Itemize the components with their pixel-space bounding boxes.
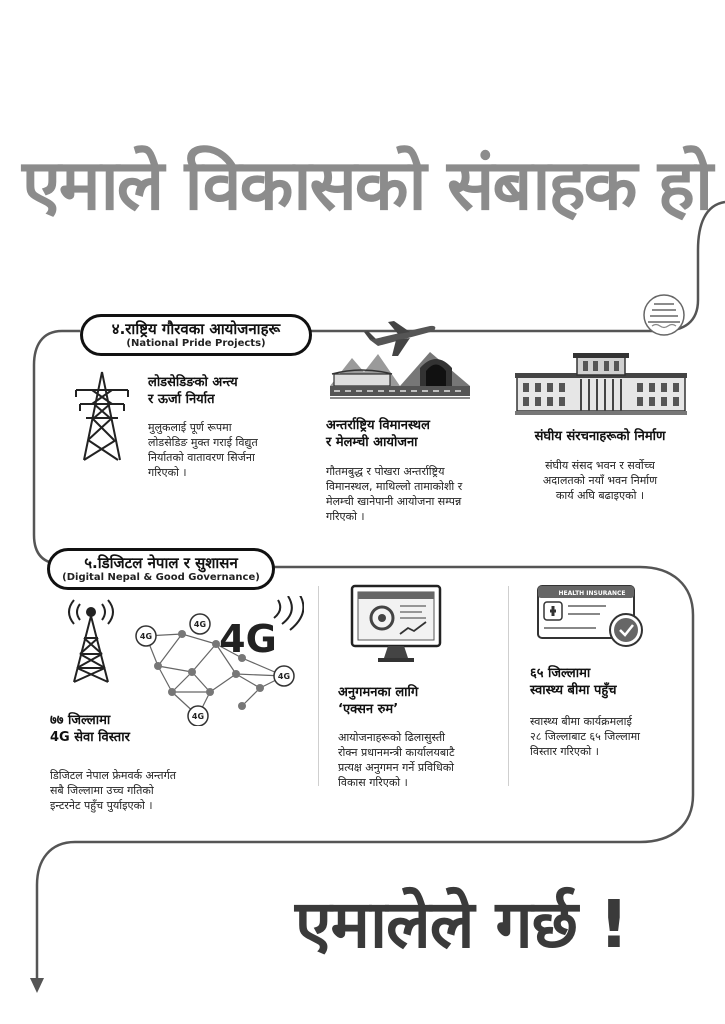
section2-subtitle: (Digital Nepal & Good Governance) bbox=[62, 572, 260, 583]
digital-item3-title: ६५ जिल्लामा स्वास्थ्य बीमा पहुँच bbox=[530, 666, 617, 698]
section1-subtitle: (National Pride Projects) bbox=[126, 338, 266, 349]
digital-item3-body: स्वास्थ्य बीमा कार्यक्रमलाई २८ जिल्लाबाट ६५ जिल्लामा विस्तार गरिएको । bbox=[530, 715, 641, 758]
network-node-label: 4G bbox=[193, 620, 207, 629]
section1-title-pill bbox=[80, 314, 312, 356]
cell-tower-icon bbox=[60, 596, 122, 684]
parliament-building-icon bbox=[515, 351, 687, 415]
pride-item2-body: गौतमबुद्ध र पोखरा अन्तर्राष्ट्रिय विमानस्थल, माथिल्लो तामाकोशी र मेलम्ची खानेपानी आयोजना सम्पन्न गरिएको । bbox=[326, 465, 463, 523]
network-node-label: 4G bbox=[191, 712, 205, 721]
monitor-dashboard-icon bbox=[350, 584, 442, 664]
pride-item1-body: मुलुकलाई पूर्ण रूपमा लोडसेडिङ मुक्त गराई विद्युत निर्यातको वातावरण सिर्जना गरिएको । bbox=[148, 421, 258, 479]
network-node-label: 4G bbox=[277, 672, 291, 681]
digital-item2-body: आयोजनाहरूको ढिलासुस्ती रोक्न प्रधानमन्त्री कार्यालयबाटै प्रत्यक्ष अनुगमन गर्ने प्रविधिको विकास गरिएको । bbox=[338, 731, 455, 789]
digital-item1-body: डिजिटल नेपाल फ्रेमवर्क अन्तर्गत सबै जिल्लामा उच्च गतिको इन्टरनेट पहुँच पुर्याइएको । bbox=[50, 769, 177, 812]
digital-item1-title: ७७ जिल्लामा 4G सेवा विस्तार bbox=[50, 713, 130, 745]
pride-item1-title: लोडसेडिङको अन्त्य र ऊर्जा निर्यात bbox=[148, 375, 238, 407]
dam-icon bbox=[644, 295, 684, 335]
power-tower-icon bbox=[70, 370, 134, 462]
column-divider bbox=[318, 586, 319, 786]
headline: एमाले विकासको संबाहक हो bbox=[22, 144, 712, 226]
network-node-label: 4G bbox=[139, 632, 153, 641]
section1-title: ४.राष्ट्रिय गौरवका आयोजनाहरू bbox=[111, 320, 281, 338]
footer-slogan: एमालेले गर्छ ! bbox=[295, 886, 629, 963]
health-insurance-card-icon bbox=[536, 584, 648, 652]
section2-title-pill bbox=[47, 548, 275, 590]
airport-tunnel-icon bbox=[330, 316, 470, 408]
4g-network-icon bbox=[132, 596, 304, 726]
pride-item3-body: संघीय संसद भवन र सर्वोच्च अदालतको नयाँ भवन निर्माण कार्य अघि बढाइएको । bbox=[542, 459, 658, 502]
card-label: HEALTH INSURANCE bbox=[558, 590, 626, 597]
column-divider bbox=[508, 586, 509, 786]
network-4g-label: 4G bbox=[219, 617, 277, 661]
section2-title: ५.डिजिटल नेपाल र सुशासन bbox=[84, 554, 238, 572]
pride-item2-title: अन्तर्राष्ट्रिय विमानस्थल र मेलम्ची आयोजना bbox=[326, 418, 430, 450]
pride-item3-title: संघीय संरचनाहरूको निर्माण bbox=[534, 429, 666, 444]
digital-item2-title: अनुगमनका लागि ‘एक्सन रुम’ bbox=[338, 685, 419, 717]
